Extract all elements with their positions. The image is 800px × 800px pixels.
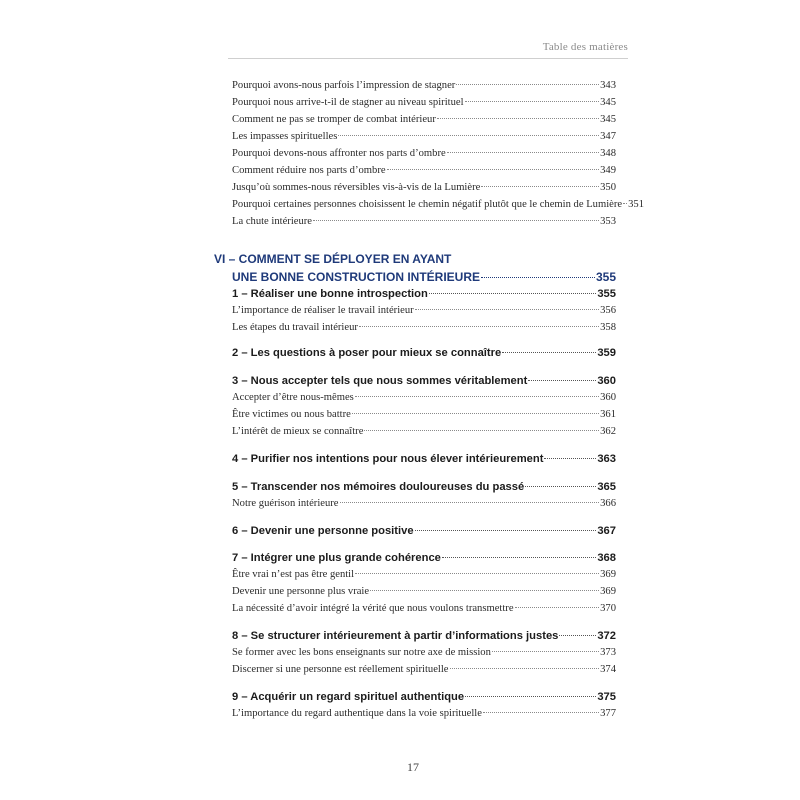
toc-entry-page: 358 (600, 322, 616, 333)
toc-section-page: 360 (597, 375, 616, 387)
leader-dots (528, 380, 596, 381)
toc-entry-title: L’importance de réaliser le travail intérieur (232, 305, 414, 316)
toc-entry-page: 350 (600, 182, 616, 193)
toc-entry-page: 345 (600, 97, 616, 108)
leader-dots (465, 696, 596, 697)
toc-section-page: 372 (597, 630, 616, 642)
toc-entry (232, 409, 616, 427)
leader-dots (447, 152, 599, 153)
toc-entry (232, 569, 616, 587)
toc-entry-title: Devenir une personne plus vraie (232, 586, 370, 597)
toc-section-title: 4 – Purifier nos intentions pour nous élever intérieurement (232, 453, 544, 465)
header-rule (228, 58, 628, 59)
toc-entry-title: Pourquoi avons-nous parfois l’impression de stagner (232, 80, 456, 91)
toc-section-title: 8 – Se structurer intérieurement à partir d’informations justes (232, 630, 559, 642)
leader-dots (515, 607, 600, 608)
toc-entry (232, 131, 616, 149)
toc-entry (232, 114, 616, 132)
toc-entry-page: 343 (600, 80, 616, 91)
toc-entry (232, 165, 616, 183)
toc-entry-title: Comment réduire nos parts d’ombre (232, 165, 386, 176)
toc-entry-page: 361 (600, 409, 616, 420)
leader-dots (370, 590, 599, 591)
leader-dots (364, 430, 599, 431)
toc-section-title: 5 – Transcender nos mémoires douloureuses du passé (232, 481, 525, 493)
toc-entry-title: L’importance du regard authentique dans la voie spirituelle (232, 708, 482, 719)
toc-entry-page: 347 (600, 131, 616, 142)
toc-entry (232, 664, 616, 682)
toc-entry-page: 349 (600, 165, 616, 176)
toc-entry (232, 80, 616, 98)
toc-entry (232, 586, 616, 604)
leader-dots (387, 169, 600, 170)
leader-dots (465, 101, 600, 102)
toc-entry (232, 708, 616, 726)
leader-dots (502, 352, 596, 353)
toc-section-title: 1 – Réaliser une bonne introspection (232, 288, 428, 300)
toc-entry-title: Discerner si une personne est réellement spirituelle (232, 664, 449, 675)
toc-entry-page: 360 (600, 392, 616, 403)
toc-entry-title: L’intérêt de mieux se connaître (232, 426, 364, 437)
toc-section-page: 363 (597, 453, 616, 465)
toc-section-page: 368 (597, 552, 616, 564)
toc-entry-page: 351 (628, 199, 644, 210)
toc-section-title: 7 – Intégrer une plus grande cohérence (232, 552, 441, 564)
toc-entry (232, 426, 616, 444)
leader-dots (340, 502, 600, 503)
toc-entry (232, 322, 616, 340)
leader-dots (456, 84, 599, 85)
toc-entry-page: 356 (600, 305, 616, 316)
chapter-page: 355 (595, 270, 616, 284)
leader-dots (437, 118, 599, 119)
toc-entry (232, 498, 616, 516)
toc-entry-title: Jusqu’où sommes-nous réversibles vis-à-vis de la Lumière (232, 182, 481, 193)
toc-entry-title: Se former avec les bons enseignants sur notre axe de mission (232, 647, 491, 658)
toc-section (232, 453, 616, 472)
leader-dots (359, 326, 599, 327)
toc-section-page: 375 (597, 691, 616, 703)
toc-entry-page: 373 (600, 647, 616, 658)
toc-entry (232, 182, 616, 200)
toc-entry-title: Pourquoi certaines personnes choisissent le chemin négatif plutôt que le chemin de Lumière (232, 199, 623, 210)
toc-entry-title: Être victimes ou nous battre (232, 409, 351, 420)
page-number: 17 (407, 760, 419, 774)
toc-section (232, 347, 616, 366)
toc-entry-title: Les étapes du travail intérieur (232, 322, 358, 333)
toc-entry-page: 348 (600, 148, 616, 159)
toc-entry-title: Accepter d’être nous-mêmes (232, 392, 354, 403)
toc-section-page: 367 (597, 525, 616, 537)
chapter-title-text: UNE BONNE CONSTRUCTION INTÉRIEURE (232, 270, 481, 284)
leader-dots (525, 486, 596, 487)
toc-entry (232, 199, 644, 217)
toc-entry-title: Comment ne pas se tromper de combat intérieur (232, 114, 436, 125)
toc-section (232, 525, 616, 544)
toc-section-title: 9 – Acquérir un regard spirituel authentique (232, 691, 465, 703)
toc-section-page: 355 (597, 288, 616, 300)
leader-dots (450, 668, 600, 669)
toc-entry-page: 374 (600, 664, 616, 675)
toc-entry-title: Notre guérison intérieure (232, 498, 339, 509)
toc-entry-title: La chute intérieure (232, 216, 312, 227)
chapter-title-line1: VI – COMMENT SE DÉPLOYER EN AYANT (214, 252, 452, 266)
toc-entry (232, 647, 616, 665)
leader-dots (338, 135, 599, 136)
toc-section-title: 6 – Devenir une personne positive (232, 525, 414, 537)
leader-dots (481, 277, 595, 278)
toc-section-title: 2 – Les questions à poser pour mieux se connaître (232, 347, 502, 359)
toc-entry-page: 366 (600, 498, 616, 509)
toc-entry-page: 369 (600, 569, 616, 580)
page-header-title: Table des matières (542, 41, 628, 53)
toc-entry (232, 392, 616, 410)
toc-entry-title: La nécessité d’avoir intégré la vérité que nous voulons transmettre (232, 603, 514, 614)
toc-entry (232, 148, 616, 166)
toc-entry-title: Les impasses spirituelles (232, 131, 338, 142)
leader-dots (415, 309, 599, 310)
leader-dots (483, 712, 599, 713)
toc-entry-page: 353 (600, 216, 616, 227)
toc-entry-page: 370 (600, 603, 616, 614)
leader-dots (559, 635, 596, 636)
toc-entry-title: Être vrai n’est pas être gentil (232, 569, 355, 580)
toc-entry-title: Pourquoi devons-nous affronter nos parts d’ombre (232, 148, 446, 159)
leader-dots (429, 293, 597, 294)
toc-entry-page: 362 (600, 426, 616, 437)
toc-entry-title: Pourquoi nous arrive-t-il de stagner au niveau spirituel (232, 97, 464, 108)
leader-dots (492, 651, 599, 652)
leader-dots (415, 530, 597, 531)
chapter-title-line2 (232, 270, 616, 284)
leader-dots (481, 186, 599, 187)
toc-entry (232, 97, 616, 115)
toc-entry (232, 305, 616, 323)
toc-entry (232, 603, 616, 621)
leader-dots (442, 557, 596, 558)
leader-dots (352, 413, 599, 414)
leader-dots (544, 458, 596, 459)
leader-dots (355, 396, 599, 397)
leader-dots (313, 220, 599, 221)
toc-entry (232, 216, 616, 234)
toc-section-title: 3 – Nous accepter tels que nous sommes véritablement (232, 375, 528, 387)
toc-section-page: 365 (597, 481, 616, 493)
toc-entry-page: 345 (600, 114, 616, 125)
toc-entry-page: 369 (600, 586, 616, 597)
toc-section-page: 359 (597, 347, 616, 359)
leader-dots (623, 203, 627, 204)
toc-entry-page: 377 (600, 708, 616, 719)
leader-dots (355, 573, 599, 574)
